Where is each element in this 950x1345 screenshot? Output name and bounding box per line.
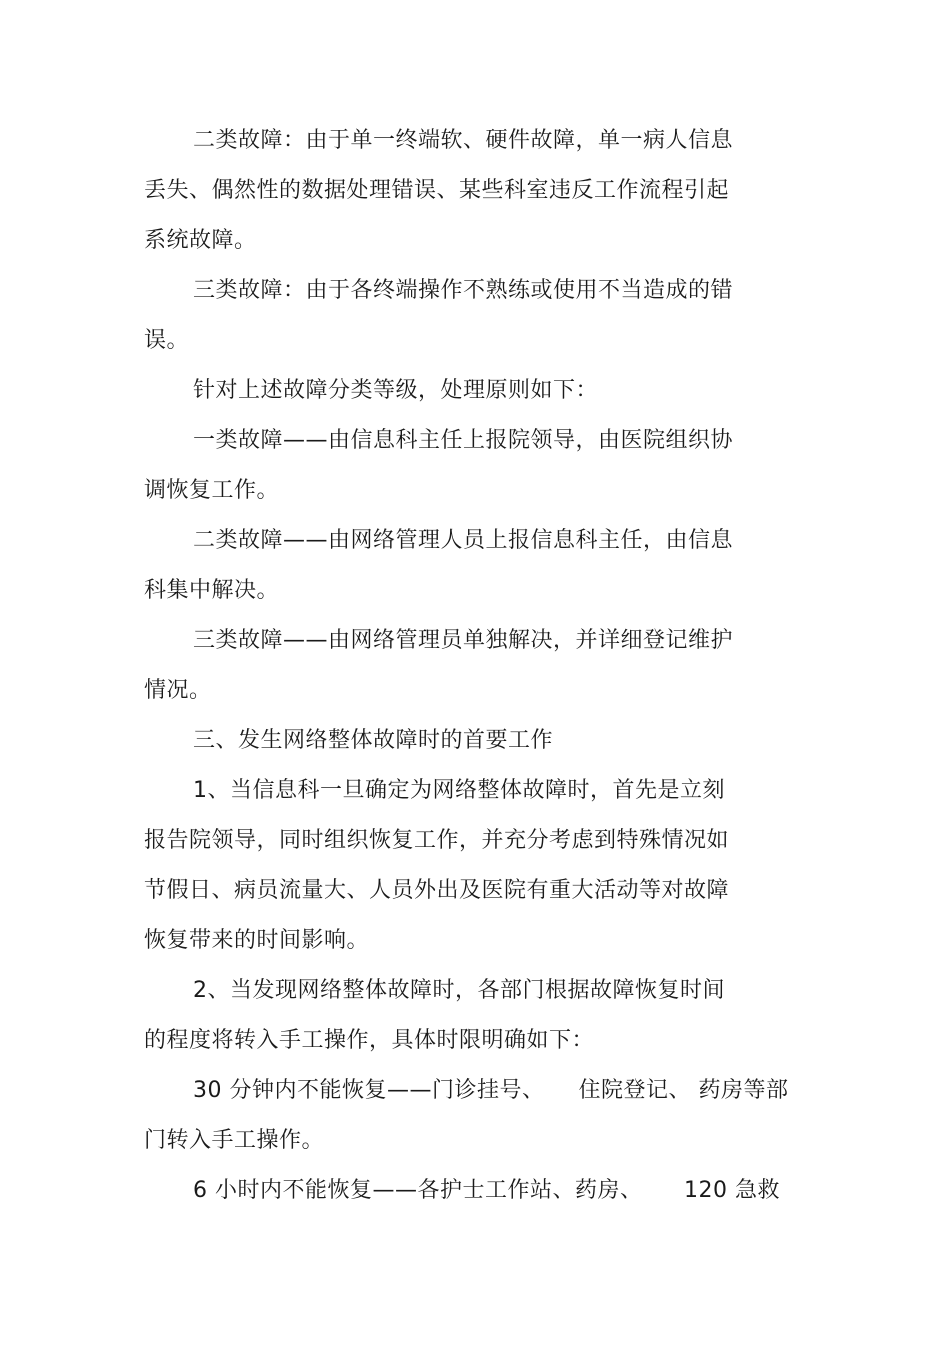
paragraph-line: 门转入手工操作。	[144, 1128, 325, 1153]
paragraph-line: 1、当信息科一旦确定为网络整体故障时，首先是立刻	[193, 778, 725, 803]
paragraph-line: 2、当发现网络整体故障时，各部门根据故障恢复时间	[193, 978, 725, 1003]
paragraph-line: 30 分钟内不能恢复——门诊挂号、 住院登记、 药房等部	[193, 1078, 789, 1103]
paragraph-line: 科集中解决。	[144, 578, 280, 603]
paragraph-line: 情况。	[144, 678, 212, 703]
paragraph-line: 节假日、病员流量大、人员外出及医院有重大活动等对故障	[144, 878, 730, 903]
paragraph-line: 6 小时内不能恢复——各护士工作站、药房、 120 急救	[193, 1178, 780, 1203]
paragraph-line: 三类故障：由于各终端操作不熟练或使用不当造成的错	[193, 278, 734, 303]
paragraph-line: 系统故障。	[144, 228, 257, 253]
paragraph-line: 三类故障——由网络管理员单独解决，并详细登记维护	[193, 628, 734, 653]
paragraph-line: 报告院领导，同时组织恢复工作，并充分考虑到特殊情况如	[144, 828, 730, 853]
paragraph-line: 针对上述故障分类等级，处理原则如下：	[193, 378, 599, 403]
paragraph-line: 的程度将转入手工操作，具体时限明确如下：	[144, 1028, 595, 1053]
section-heading: 三、发生网络整体故障时的首要工作	[193, 728, 554, 753]
paragraph-line: 误。	[144, 328, 190, 353]
paragraph-line: 二类故障：由于单一终端软、硬件故障，单一病人信息	[193, 128, 734, 153]
paragraph-line: 恢复带来的时间影响。	[144, 928, 370, 953]
paragraph-line: 一类故障——由信息科主任上报院领导，由医院组织协	[193, 428, 734, 453]
paragraph-line: 二类故障——由网络管理人员上报信息科主任，由信息	[193, 528, 734, 553]
paragraph-line: 调恢复工作。	[144, 478, 280, 503]
paragraph-line: 丢失、偶然性的数据处理错误、某些科室违反工作流程引起	[144, 178, 730, 203]
